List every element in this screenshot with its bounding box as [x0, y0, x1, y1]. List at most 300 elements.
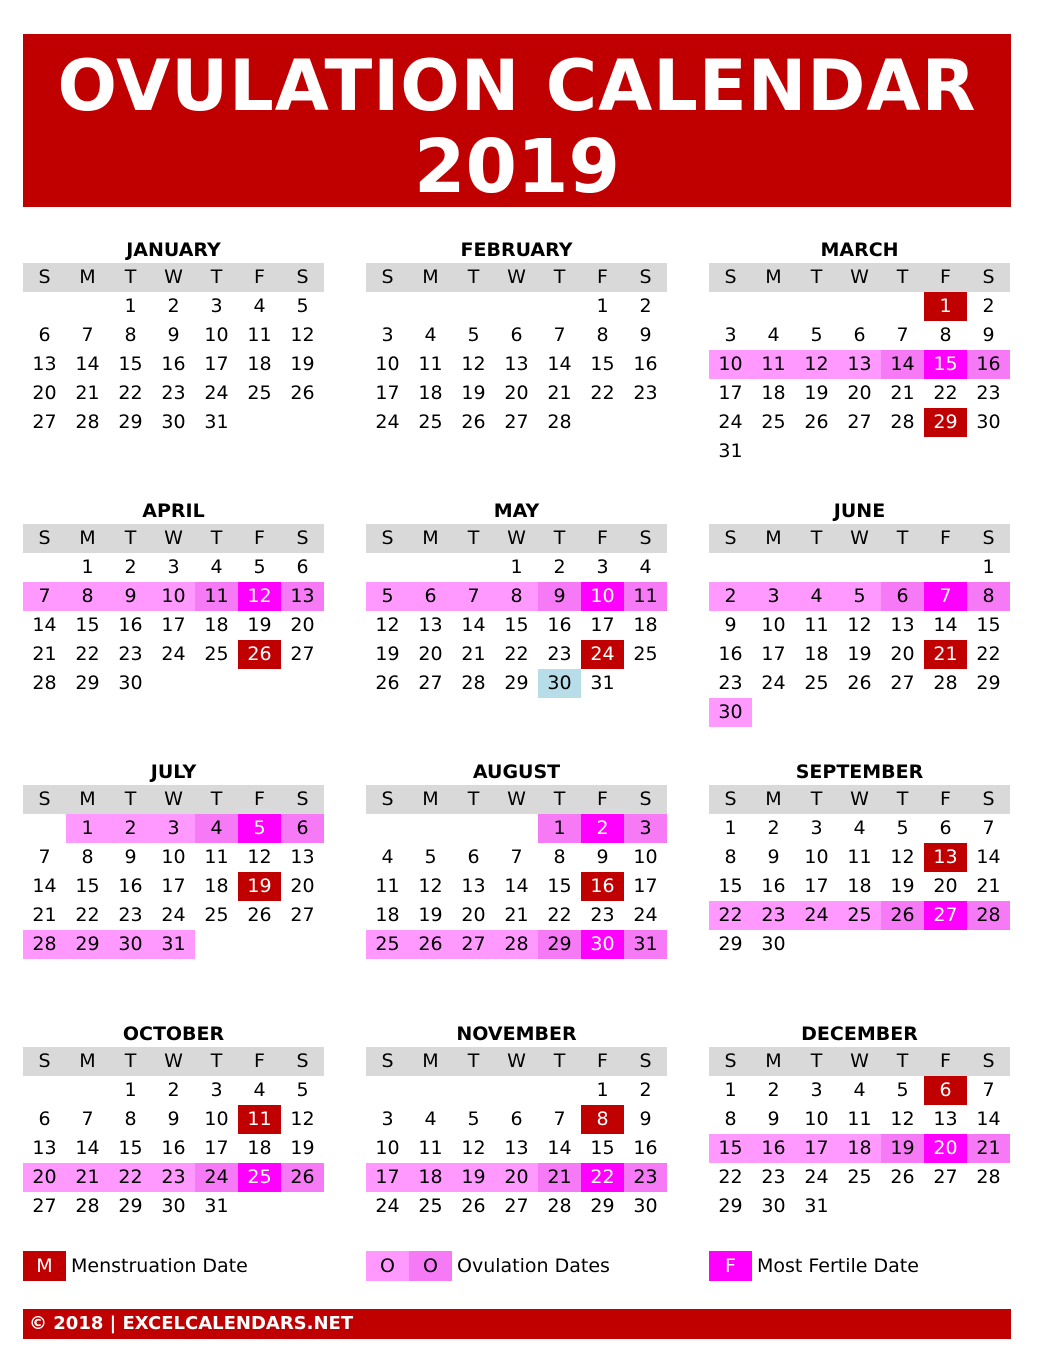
day-cell: 11 [804, 614, 829, 636]
weekday-header: M [409, 1047, 452, 1076]
day-cell: 5 [896, 817, 909, 839]
day-cell: 17 [366, 1163, 409, 1192]
day-cell: 24 [761, 672, 786, 694]
weekday-header: T [795, 1047, 838, 1076]
day-cell: 16 [581, 872, 624, 901]
weekday-header: M [752, 1047, 795, 1076]
day-cell: 10 [761, 614, 786, 636]
empty-cell [709, 553, 752, 582]
day-cell: 28 [461, 672, 486, 694]
day-cell: 28 [75, 411, 100, 433]
weekday-header: F [581, 1047, 624, 1076]
day-cell: 2 [581, 814, 624, 843]
weekday-header: W [838, 263, 881, 292]
day-cell: 5 [838, 582, 881, 611]
empty-cell [23, 292, 66, 321]
weekday-header: T [538, 263, 581, 292]
day-cell: 5 [366, 582, 409, 611]
empty-cell [366, 553, 409, 582]
day-cell: 20 [418, 643, 443, 665]
day-cell: 30 [976, 411, 1001, 433]
day-cell: 16 [967, 350, 1010, 379]
day-cell: 8 [967, 582, 1010, 611]
day-cell: 14 [976, 1108, 1001, 1130]
day-cell: 17 [161, 875, 186, 897]
day-cell: 4 [767, 324, 780, 346]
empty-cell [752, 553, 795, 582]
day-cell: 9 [767, 1108, 780, 1130]
day-cell: 12 [375, 614, 400, 636]
weekday-header: W [838, 524, 881, 553]
day-cell: 7 [896, 324, 909, 346]
day-cell: 22 [75, 904, 100, 926]
day-cell: 1 [66, 814, 109, 843]
day-cell: 26 [461, 1195, 486, 1217]
day-cell: 20 [495, 1163, 538, 1192]
day-cell: 31 [204, 411, 229, 433]
day-cell: 20 [890, 643, 915, 665]
day-cell: 23 [752, 901, 795, 930]
day-cell: 4 [381, 846, 394, 868]
day-cell: 25 [633, 643, 658, 665]
day-cell: 20 [924, 1134, 967, 1163]
day-cell: 11 [418, 1137, 443, 1159]
day-cell: 15 [75, 875, 100, 897]
day-cell: 31 [204, 1195, 229, 1217]
day-cell: 9 [124, 846, 137, 868]
day-cell: 26 [281, 1163, 324, 1192]
day-cell: 24 [375, 1195, 400, 1217]
month-february [366, 237, 667, 437]
day-cell: 28 [547, 411, 572, 433]
day-cell: 1 [538, 814, 581, 843]
day-cell: 24 [804, 1166, 829, 1188]
day-cell: 21 [890, 382, 915, 404]
weekday-header: S [366, 785, 409, 814]
day-cell: 28 [495, 930, 538, 959]
day-cell: 26 [847, 672, 872, 694]
day-cell: 20 [504, 382, 529, 404]
day-cell: 27 [290, 904, 315, 926]
day-cell: 18 [247, 1137, 272, 1159]
day-cell: 17 [204, 1137, 229, 1159]
empty-cell [881, 292, 924, 321]
day-cell: 7 [510, 846, 523, 868]
day-cell: 14 [881, 350, 924, 379]
day-cell: 4 [210, 556, 223, 578]
day-cell: 6 [38, 324, 51, 346]
day-cell: 29 [718, 933, 743, 955]
month-grid [23, 785, 324, 959]
day-cell: 3 [381, 324, 394, 346]
day-cell: 15 [976, 614, 1001, 636]
month-name: FEBRUARY [460, 239, 573, 261]
page-year: 2019 [414, 124, 620, 210]
day-cell: 4 [253, 295, 266, 317]
day-cell: 9 [639, 324, 652, 346]
day-cell: 22 [504, 643, 529, 665]
day-cell: 20 [847, 382, 872, 404]
day-cell: 20 [461, 904, 486, 926]
weekday-header: M [409, 785, 452, 814]
month-name: SEPTEMBER [795, 761, 924, 783]
empty-cell [795, 292, 838, 321]
day-cell: 29 [538, 930, 581, 959]
day-cell: 9 [167, 1108, 180, 1130]
day-cell: 22 [590, 382, 615, 404]
day-cell: 29 [118, 1195, 143, 1217]
day-cell: 2 [124, 556, 137, 578]
month-may [366, 498, 667, 698]
weekday-header: W [152, 785, 195, 814]
day-cell: 2 [167, 1079, 180, 1101]
weekday-header: F [581, 524, 624, 553]
day-cell: 24 [581, 640, 624, 669]
day-cell: 28 [75, 1195, 100, 1217]
weekday-header: T [109, 263, 152, 292]
day-cell: 7 [553, 1108, 566, 1130]
day-cell: 25 [838, 901, 881, 930]
day-cell: 27 [32, 411, 57, 433]
month-june [709, 498, 1010, 727]
footer-bar [23, 1309, 1011, 1339]
day-cell: 13 [504, 1137, 529, 1159]
day-cell: 9 [982, 324, 995, 346]
empty-cell [838, 553, 881, 582]
day-cell: 27 [933, 1166, 958, 1188]
day-cell: 8 [124, 1108, 137, 1130]
weekday-header: S [967, 1047, 1010, 1076]
day-cell: 3 [752, 582, 795, 611]
month-name: NOVEMBER [456, 1023, 577, 1045]
day-cell: 18 [204, 614, 229, 636]
weekday-header: S [709, 785, 752, 814]
day-cell: 16 [161, 353, 186, 375]
day-cell: 18 [761, 382, 786, 404]
day-cell: 26 [238, 640, 281, 669]
weekday-header: S [23, 263, 66, 292]
empty-cell [752, 292, 795, 321]
day-cell: 11 [238, 1105, 281, 1134]
day-cell: 6 [467, 846, 480, 868]
day-cell: 3 [724, 324, 737, 346]
day-cell: 30 [581, 930, 624, 959]
day-cell: 29 [75, 672, 100, 694]
day-cell: 24 [795, 901, 838, 930]
day-cell: 8 [724, 846, 737, 868]
day-cell: 13 [281, 582, 324, 611]
day-cell: 12 [418, 875, 443, 897]
month-name: AUGUST [472, 761, 561, 783]
weekday-header: S [709, 263, 752, 292]
month-grid [709, 263, 1010, 466]
day-cell: 7 [553, 324, 566, 346]
weekday-header: M [752, 524, 795, 553]
legend-fertile-swatch: F [709, 1251, 752, 1281]
day-cell: 6 [510, 324, 523, 346]
weekday-header: T [795, 524, 838, 553]
day-cell: 24 [161, 643, 186, 665]
day-cell: 4 [853, 1079, 866, 1101]
empty-cell [452, 1076, 495, 1105]
weekday-header: M [66, 524, 109, 553]
day-cell: 10 [804, 846, 829, 868]
day-cell: 9 [724, 614, 737, 636]
empty-cell [409, 553, 452, 582]
day-cell: 14 [75, 1137, 100, 1159]
day-cell: 26 [461, 411, 486, 433]
day-cell: 16 [761, 875, 786, 897]
day-cell: 24 [195, 1163, 238, 1192]
day-cell: 16 [118, 614, 143, 636]
day-cell: 3 [624, 814, 667, 843]
weekday-header: T [881, 524, 924, 553]
day-cell: 1 [596, 1079, 609, 1101]
day-cell: 10 [204, 324, 229, 346]
day-cell: 8 [939, 324, 952, 346]
empty-cell [452, 292, 495, 321]
day-cell: 8 [66, 582, 109, 611]
weekday-header: S [281, 1047, 324, 1076]
month-grid [23, 1047, 324, 1221]
month-january [23, 237, 324, 437]
day-cell: 21 [967, 1134, 1010, 1163]
weekday-header: W [152, 1047, 195, 1076]
day-cell: 2 [109, 814, 152, 843]
weekday-header: S [967, 524, 1010, 553]
day-cell: 16 [118, 875, 143, 897]
day-cell: 19 [881, 1134, 924, 1163]
day-cell: 9 [639, 1108, 652, 1130]
weekday-header: S [967, 785, 1010, 814]
day-cell: 21 [504, 904, 529, 926]
day-cell: 30 [109, 930, 152, 959]
day-cell: 31 [590, 672, 615, 694]
day-cell: 16 [547, 614, 572, 636]
day-cell: 26 [375, 672, 400, 694]
day-cell: 19 [461, 382, 486, 404]
day-cell: 28 [933, 672, 958, 694]
day-cell: 17 [795, 1134, 838, 1163]
day-cell: 3 [152, 814, 195, 843]
day-cell: 21 [976, 875, 1001, 897]
day-cell: 6 [281, 814, 324, 843]
day-cell: 7 [23, 582, 66, 611]
day-cell: 28 [976, 1166, 1001, 1188]
title-banner [23, 34, 1011, 210]
legend-fertile [709, 1251, 919, 1281]
day-cell: 11 [375, 875, 400, 897]
day-cell: 17 [590, 614, 615, 636]
day-cell: 3 [810, 1079, 823, 1101]
day-cell: 7 [452, 582, 495, 611]
weekday-header: T [881, 1047, 924, 1076]
day-cell: 5 [467, 324, 480, 346]
day-cell: 1 [596, 295, 609, 317]
day-cell: 10 [581, 582, 624, 611]
day-cell: 18 [418, 382, 443, 404]
month-name: APRIL [142, 500, 205, 522]
day-cell: 1 [982, 556, 995, 578]
weekday-header: M [409, 524, 452, 553]
day-cell: 12 [290, 1108, 315, 1130]
day-cell: 19 [418, 904, 443, 926]
day-cell: 2 [709, 582, 752, 611]
day-cell: 23 [633, 382, 658, 404]
day-cell: 20 [290, 614, 315, 636]
day-cell: 6 [409, 582, 452, 611]
day-cell: 24 [204, 382, 229, 404]
day-cell: 26 [804, 411, 829, 433]
month-july [23, 759, 324, 959]
empty-cell [66, 1076, 109, 1105]
empty-cell [452, 553, 495, 582]
day-cell: 23 [118, 643, 143, 665]
day-cell: 11 [195, 582, 238, 611]
weekday-header: T [109, 785, 152, 814]
day-cell: 6 [853, 324, 866, 346]
day-cell: 19 [890, 875, 915, 897]
day-cell: 8 [81, 846, 94, 868]
day-cell: 30 [709, 698, 752, 727]
day-cell: 9 [596, 846, 609, 868]
weekday-header: M [409, 263, 452, 292]
weekday-header: S [23, 524, 66, 553]
month-grid [709, 1047, 1010, 1221]
month-grid [23, 263, 324, 437]
weekday-header: T [881, 785, 924, 814]
day-cell: 4 [253, 1079, 266, 1101]
day-cell: 25 [804, 672, 829, 694]
day-cell: 15 [75, 614, 100, 636]
weekday-header: S [281, 263, 324, 292]
month-september [709, 759, 1010, 959]
month-march [709, 237, 1010, 466]
weekday-header: F [924, 263, 967, 292]
empty-cell [366, 1076, 409, 1105]
day-cell: 24 [718, 411, 743, 433]
weekday-header: T [881, 263, 924, 292]
day-cell: 28 [890, 411, 915, 433]
weekday-header: T [538, 1047, 581, 1076]
weekday-header: M [752, 263, 795, 292]
day-cell: 8 [596, 324, 609, 346]
weekday-header: F [238, 263, 281, 292]
day-cell: 30 [118, 672, 143, 694]
weekday-header: S [967, 263, 1010, 292]
day-cell: 29 [976, 672, 1001, 694]
day-cell: 11 [418, 353, 443, 375]
weekday-header: S [624, 1047, 667, 1076]
day-cell: 1 [510, 556, 523, 578]
day-cell: 12 [890, 846, 915, 868]
empty-cell [409, 1076, 452, 1105]
day-cell: 21 [538, 1163, 581, 1192]
day-cell: 28 [547, 1195, 572, 1217]
day-cell: 29 [504, 672, 529, 694]
day-cell: 18 [204, 875, 229, 897]
day-cell: 3 [596, 556, 609, 578]
day-cell: 2 [767, 817, 780, 839]
day-cell: 26 [290, 382, 315, 404]
weekday-header: F [581, 263, 624, 292]
day-cell: 25 [204, 643, 229, 665]
weekday-header: T [109, 1047, 152, 1076]
day-cell: 14 [32, 614, 57, 636]
day-cell: 10 [161, 846, 186, 868]
day-cell: 17 [161, 614, 186, 636]
day-cell: 18 [409, 1163, 452, 1192]
day-cell: 23 [161, 382, 186, 404]
weekday-header: T [452, 1047, 495, 1076]
day-cell: 27 [504, 1195, 529, 1217]
day-cell: 6 [881, 582, 924, 611]
day-cell: 14 [461, 614, 486, 636]
day-cell: 1 [124, 1079, 137, 1101]
day-cell: 25 [366, 930, 409, 959]
day-cell: 20 [32, 382, 57, 404]
day-cell: 4 [795, 582, 838, 611]
month-august [366, 759, 667, 959]
day-cell: 11 [247, 324, 272, 346]
day-cell: 21 [547, 382, 572, 404]
day-cell: 14 [933, 614, 958, 636]
day-cell: 5 [896, 1079, 909, 1101]
day-cell: 17 [761, 643, 786, 665]
day-cell: 20 [290, 875, 315, 897]
day-cell: 25 [418, 1195, 443, 1217]
day-cell: 29 [924, 408, 967, 437]
weekday-header: T [195, 263, 238, 292]
day-cell: 25 [247, 382, 272, 404]
legend-menstruation [23, 1251, 248, 1281]
day-cell: 14 [75, 353, 100, 375]
legend-fertile-label: Most Fertile Date [757, 1255, 919, 1277]
day-cell: 22 [976, 643, 1001, 665]
day-cell: 8 [724, 1108, 737, 1130]
day-cell: 4 [195, 814, 238, 843]
day-cell: 7 [982, 817, 995, 839]
day-cell: 29 [118, 411, 143, 433]
day-cell: 24 [633, 904, 658, 926]
month-grid [23, 524, 324, 698]
empty-cell [495, 292, 538, 321]
weekday-header: S [709, 1047, 752, 1076]
month-april [23, 498, 324, 698]
day-cell: 19 [290, 1137, 315, 1159]
day-cell: 15 [718, 875, 743, 897]
day-cell: 5 [296, 295, 309, 317]
month-name: MARCH [820, 239, 899, 261]
day-cell: 12 [290, 324, 315, 346]
weekday-header: T [109, 524, 152, 553]
day-cell: 17 [375, 382, 400, 404]
day-cell: 11 [752, 350, 795, 379]
day-cell: 10 [375, 353, 400, 375]
day-cell: 16 [161, 1137, 186, 1159]
day-cell: 16 [752, 1134, 795, 1163]
day-cell: 12 [247, 846, 272, 868]
day-cell: 12 [461, 1137, 486, 1159]
month-name: JUNE [833, 500, 886, 522]
day-cell: 14 [547, 353, 572, 375]
day-cell: 21 [32, 904, 57, 926]
day-cell: 7 [81, 1108, 94, 1130]
weekday-header: W [495, 524, 538, 553]
day-cell: 1 [924, 292, 967, 321]
day-cell: 10 [804, 1108, 829, 1130]
day-cell: 20 [933, 875, 958, 897]
